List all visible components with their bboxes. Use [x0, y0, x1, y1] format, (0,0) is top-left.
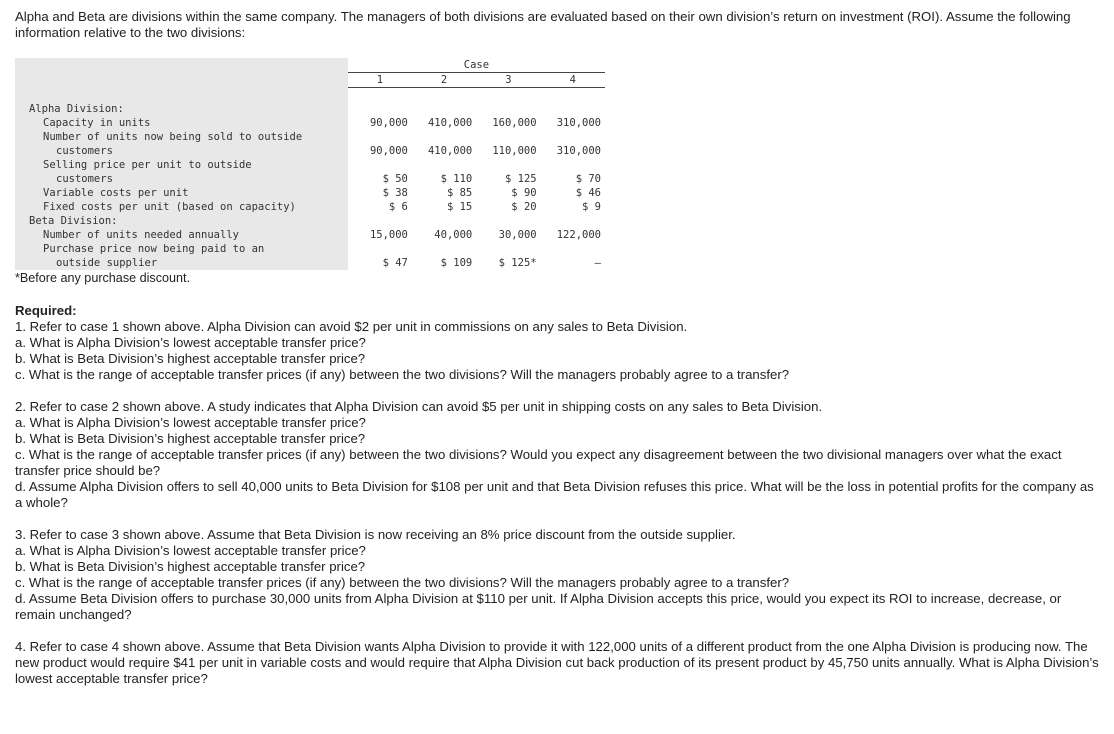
blank-header-cell — [15, 73, 348, 88]
intro-paragraph: Alpha and Beta are divisions within the same company. The managers of both divisions are evaluated based on their own division’s return on investment (ROI). Assume the following information relative to the two divisions: — [15, 9, 1071, 40]
table-row — [15, 256, 605, 270]
table-row — [15, 214, 605, 228]
cell-value: 90,000 — [369, 145, 408, 157]
cell-value: 110,000 — [492, 145, 537, 157]
cell-value: $ 90 — [511, 187, 537, 199]
row-label: customers — [15, 144, 348, 158]
case-number-4: 4 — [541, 73, 605, 88]
question-2 — [15, 399, 1100, 511]
cell-value: 122,000 — [556, 229, 601, 241]
table-row — [15, 186, 605, 200]
cell-value: $ 125 — [504, 173, 537, 185]
table-row — [15, 200, 605, 214]
cell-value: $ 20 — [511, 201, 537, 213]
question-3d: d. Assume Beta Division offers to purchase 30,000 units from Alpha Division at $110 per unit. If Alpha Division accepts this price, would you expect its ROI to increase, decrease, or remain unchanged? — [15, 591, 1062, 622]
cell-value: $ 15 — [446, 201, 473, 213]
case-number-2: 2 — [412, 73, 476, 88]
cell-value: $ 70 — [575, 173, 601, 185]
question-3a: a. What is Alpha Division’s lowest acceptable transfer price? — [15, 543, 366, 558]
question-3b: b. What is Beta Division’s highest acceptable transfer price? — [15, 559, 366, 574]
case-number-row — [15, 73, 605, 88]
cell-value: $ 50 — [382, 173, 408, 185]
cell-value: 90,000 — [369, 117, 408, 129]
case-number-1: 1 — [348, 73, 412, 88]
table-row — [15, 158, 605, 172]
cell-value: 30,000 — [498, 229, 537, 241]
cell-value: 40,000 — [434, 229, 473, 241]
question-1b: b. What is Beta Division’s highest acceptable transfer price? — [15, 351, 366, 366]
question-4 — [15, 639, 1100, 687]
cell-value: $ 9 — [582, 201, 601, 213]
cell-value: $ 6 — [388, 201, 408, 213]
cell-value: $ 125* — [498, 257, 537, 269]
footnote: *Before any purchase discount. — [15, 271, 191, 285]
question-3 — [15, 527, 1100, 623]
cell-value: 410,000 — [427, 145, 473, 157]
row-label: Purchase price now being paid to an — [15, 242, 348, 256]
table-row — [15, 172, 605, 186]
row-label: outside supplier — [15, 256, 348, 270]
spacer-row — [15, 88, 605, 103]
row-label: Alpha Division: — [15, 102, 348, 116]
cell-value: 410,000 — [427, 117, 473, 129]
question-3c: c. What is the range of acceptable transfer prices (if any) between the two divisions? Will the managers probably agree to a transfer? — [15, 575, 790, 590]
case-table — [15, 58, 605, 270]
case-number-3: 3 — [476, 73, 540, 88]
question-2c: c. What is the range of acceptable transfer prices (if any) between the two divisions? Would you expect any disagreement between the two divisional managers over what the exact transfer price should be? — [15, 447, 1062, 478]
table-row — [15, 228, 605, 242]
cell-value: $ 109 — [440, 257, 473, 269]
cell-value: $ 38 — [382, 187, 408, 199]
row-label: Fixed costs per unit (based on capacity) — [15, 200, 348, 214]
cell-value: 310,000 — [556, 117, 601, 129]
question-1a: a. What is Alpha Division’s lowest acceptable transfer price? — [15, 335, 366, 350]
case-table-container — [15, 58, 605, 270]
question-2a: a. What is Alpha Division’s lowest acceptable transfer price? — [15, 415, 366, 430]
question-1c: c. What is the range of acceptable transfer prices (if any) between the two divisions? Will the managers probably agree to a transfer? — [15, 367, 790, 382]
question-3-intro: 3. Refer to case 3 shown above. Assume that Beta Division is now receiving an 8% price discount from the outside supplier. — [15, 527, 736, 542]
cell-value: $ 47 — [382, 257, 408, 269]
intro-text — [15, 9, 1095, 41]
question-2b: b. What is Beta Division’s highest acceptable transfer price? — [15, 431, 366, 446]
row-label: Capacity in units — [15, 116, 348, 130]
cell-value: $ 110 — [440, 173, 473, 185]
required-heading: Required: — [15, 303, 77, 318]
blank-header-cell — [15, 58, 348, 73]
cell-value: – — [594, 257, 601, 269]
case-header-row — [15, 58, 605, 73]
row-label: Number of units now being sold to outside — [15, 130, 348, 144]
question-2d: d. Assume Alpha Division offers to sell 40,000 units to Beta Division for $108 per unit and that Beta Division refuses this price. What will be the loss in potential profits for the company as a whole? — [15, 479, 1094, 510]
cell-value: $ 46 — [575, 187, 601, 199]
row-label: customers — [15, 172, 348, 186]
question-4-intro: 4. Refer to case 4 shown above. Assume that Beta Division wants Alpha Division to provide it with 122,000 units of a different product from the one Alpha Division is producing now. The new product would require $41 per unit in variable costs and would require that Alpha Division cut back production of its present product by 45,750 units annually. What is Alpha Division’s lowest acceptable transfer price? — [15, 639, 1099, 686]
cell-value: 310,000 — [556, 145, 601, 157]
table-row — [15, 116, 605, 130]
cell-value: 160,000 — [492, 117, 537, 129]
table-row — [15, 130, 605, 144]
row-label: Selling price per unit to outside — [15, 158, 348, 172]
row-label: Beta Division: — [15, 214, 348, 228]
table-row — [15, 102, 605, 116]
question-2-intro: 2. Refer to case 2 shown above. A study indicates that Alpha Division can avoid $5 per unit in shipping costs on any sales to Beta Division. — [15, 399, 823, 414]
question-1 — [15, 303, 1100, 383]
cell-value: $ 85 — [446, 187, 473, 199]
case-header: Case — [348, 58, 605, 73]
cell-value: 15,000 — [369, 229, 408, 241]
table-row — [15, 144, 605, 158]
row-label: Number of units needed annually — [15, 228, 348, 242]
question-1-intro: 1. Refer to case 1 shown above. Alpha Division can avoid $2 per unit in commissions on any sales to Beta Division. — [15, 319, 688, 334]
row-label: Variable costs per unit — [15, 186, 348, 200]
table-row — [15, 242, 605, 256]
questions-section — [15, 303, 1100, 703]
